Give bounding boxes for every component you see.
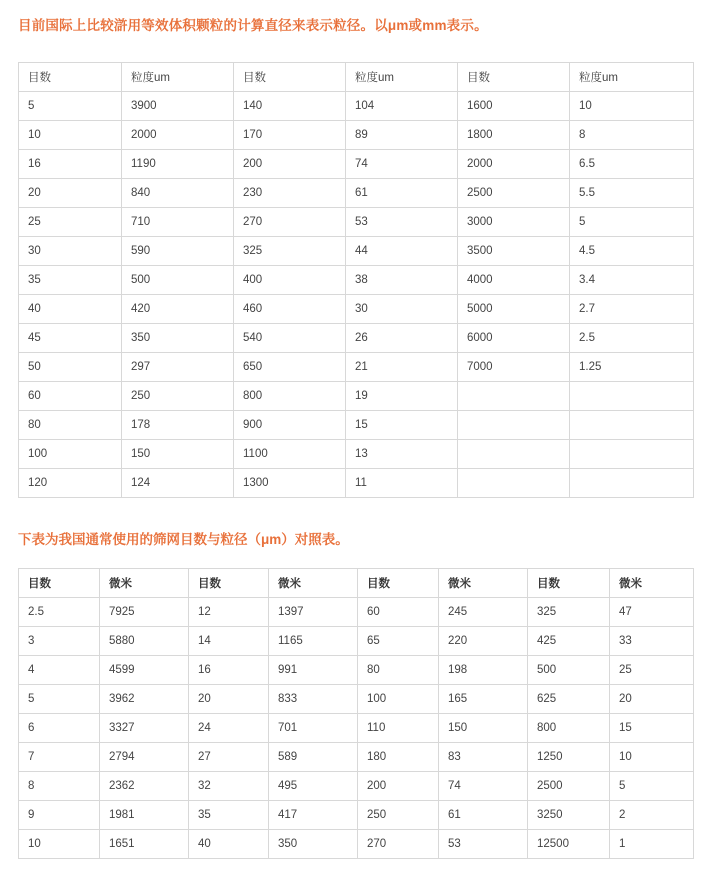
table-row [19,656,694,685]
table2-cell: 1651 [100,830,189,859]
table1-cell: 44 [346,237,458,266]
table1-cell: 120 [19,469,122,498]
table1-header-cell: 粒度um [346,63,458,92]
table2-cell: 12500 [528,830,610,859]
table1-cell: 400 [234,266,346,295]
table1-cell: 4000 [458,266,570,295]
table2-cell: 4 [19,656,100,685]
table2-cell: 5 [610,772,694,801]
table-row [19,440,694,469]
table2-cell: 1 [610,830,694,859]
table1-cell: 325 [234,237,346,266]
table1-cell: 250 [122,382,234,411]
table2-cell: 1397 [269,598,358,627]
table1-cell: 13 [346,440,458,469]
table1-cell: 11 [346,469,458,498]
table1-cell: 1.25 [570,353,694,382]
table2-cell: 2362 [100,772,189,801]
table2-cell: 5 [19,685,100,714]
table-row [19,714,694,743]
table1-cell [458,469,570,498]
table-row [19,150,694,179]
table1-cell: 8 [570,121,694,150]
table1-cell: 20 [19,179,122,208]
table2-cell: 100 [358,685,439,714]
table1-cell: 6000 [458,324,570,353]
table1-cell: 140 [234,92,346,121]
table2-cell: 3962 [100,685,189,714]
table2-header-cell: 目数 [19,569,100,598]
mesh-particle-table [18,62,694,498]
table2-cell: 200 [358,772,439,801]
table1-cell: 2.7 [570,295,694,324]
table2-cell: 27 [189,743,269,772]
table2-cell: 10 [19,830,100,859]
table1-cell: 540 [234,324,346,353]
table2-cell: 9 [19,801,100,830]
table2-cell: 8 [19,772,100,801]
spacer-top [0,34,713,62]
table2-cell: 495 [269,772,358,801]
table1-cell: 5 [19,92,122,121]
table1-cell: 1800 [458,121,570,150]
table2-cell: 53 [439,830,528,859]
table1-cell: 89 [346,121,458,150]
table2-cell: 80 [358,656,439,685]
table2-cell: 2.5 [19,598,100,627]
table1-cell: 53 [346,208,458,237]
table1-header-cell: 目数 [458,63,570,92]
table1-cell: 270 [234,208,346,237]
table2-cell: 15 [610,714,694,743]
table2-cell: 833 [269,685,358,714]
table2-cell: 325 [528,598,610,627]
table-row [19,598,694,627]
table-header-row [19,569,694,598]
table1-cell: 16 [19,150,122,179]
china-mesh-table [18,568,694,859]
table2-cell: 3327 [100,714,189,743]
table2-cell: 14 [189,627,269,656]
table2-header-cell: 微米 [100,569,189,598]
table-row [19,324,694,353]
table1-cell: 74 [346,150,458,179]
table1-cell: 2.5 [570,324,694,353]
table-row [19,411,694,440]
table2-cell: 20 [189,685,269,714]
table2-cell: 270 [358,830,439,859]
table1-cell: 5000 [458,295,570,324]
table1-header-cell: 目数 [19,63,122,92]
table1-cell: 15 [346,411,458,440]
table1-cell: 30 [346,295,458,324]
table1-cell: 650 [234,353,346,382]
table1-cell: 21 [346,353,458,382]
table2-cell: 12 [189,598,269,627]
table-row [19,121,694,150]
table1-cell: 150 [122,440,234,469]
table1-header-cell: 目数 [234,63,346,92]
table2-cell: 33 [610,627,694,656]
table1-cell: 19 [346,382,458,411]
table1-cell: 1100 [234,440,346,469]
table2-cell: 417 [269,801,358,830]
table1-cell: 178 [122,411,234,440]
spacer-before-table2 [0,548,713,568]
mesh-particle-table-head [19,63,694,92]
china-mesh-table-body [19,598,694,859]
table1-cell: 40 [19,295,122,324]
table-row [19,469,694,498]
table2-cell: 150 [439,714,528,743]
table1-cell: 61 [346,179,458,208]
table1-cell: 710 [122,208,234,237]
table-row [19,801,694,830]
second-paragraph: 下表为我国通常使用的筛网目数与粒径（μm）对照表。 [18,532,349,547]
table1-cell: 35 [19,266,122,295]
table2-cell: 2794 [100,743,189,772]
table-row [19,208,694,237]
table2-cell: 800 [528,714,610,743]
table2-cell: 180 [358,743,439,772]
table1-cell [570,440,694,469]
table-row [19,830,694,859]
table-row [19,179,694,208]
table1-cell: 3.4 [570,266,694,295]
table1-cell: 500 [122,266,234,295]
table-header-row [19,63,694,92]
table2-cell: 83 [439,743,528,772]
table-row [19,295,694,324]
table1-header-cell: 粒度um [122,63,234,92]
table2-cell: 589 [269,743,358,772]
table2-cell: 701 [269,714,358,743]
table1-cell: 7000 [458,353,570,382]
table1-cell: 80 [19,411,122,440]
table1-cell [570,411,694,440]
table2-header-cell: 微米 [439,569,528,598]
table1-cell [458,382,570,411]
table1-cell: 10 [570,92,694,121]
table2-cell: 625 [528,685,610,714]
table1-cell: 800 [234,382,346,411]
table2-cell: 10 [610,743,694,772]
table1-cell: 2000 [122,121,234,150]
table-row [19,685,694,714]
table2-cell: 1250 [528,743,610,772]
table1-cell: 170 [234,121,346,150]
intro-paragraph: 目前国际上比较滸用等效体积颗粒的计算直径来表示粒径。以μm或mm表示。 [18,18,488,33]
table1-header-cell: 粒度um [570,63,694,92]
table2-cell: 1165 [269,627,358,656]
table1-cell: 200 [234,150,346,179]
table1-cell: 26 [346,324,458,353]
table2-cell: 350 [269,830,358,859]
table2-header-cell: 目数 [358,569,439,598]
table2-cell: 3 [19,627,100,656]
table2-header-cell: 目数 [189,569,269,598]
table-row [19,266,694,295]
table-row [19,382,694,411]
table2-cell: 500 [528,656,610,685]
table2-cell: 165 [439,685,528,714]
table2-cell: 2500 [528,772,610,801]
table2-cell: 7 [19,743,100,772]
table2-cell: 1981 [100,801,189,830]
table1-cell: 4.5 [570,237,694,266]
spacer-middle [0,498,713,528]
table2-header-cell: 目数 [528,569,610,598]
table1-cell: 3900 [122,92,234,121]
table1-cell: 460 [234,295,346,324]
table1-cell: 3000 [458,208,570,237]
table1-cell: 100 [19,440,122,469]
table2-cell: 5880 [100,627,189,656]
table2-cell: 3250 [528,801,610,830]
table2-cell: 991 [269,656,358,685]
table1-cell: 60 [19,382,122,411]
table1-cell [570,469,694,498]
table2-cell: 245 [439,598,528,627]
table1-cell: 5.5 [570,179,694,208]
table-row [19,237,694,266]
table2-cell: 250 [358,801,439,830]
table1-cell: 420 [122,295,234,324]
table1-cell: 840 [122,179,234,208]
mesh-particle-table-body [19,92,694,498]
table1-cell: 1190 [122,150,234,179]
table2-cell: 198 [439,656,528,685]
table1-cell: 25 [19,208,122,237]
table1-cell: 6.5 [570,150,694,179]
table1-cell: 3500 [458,237,570,266]
china-mesh-table-head [19,569,694,598]
table1-cell: 5 [570,208,694,237]
table1-cell: 1600 [458,92,570,121]
table2-header-cell: 微米 [610,569,694,598]
table2-cell: 2 [610,801,694,830]
table1-cell: 2500 [458,179,570,208]
table1-cell [458,411,570,440]
table2-cell: 47 [610,598,694,627]
china-mesh-table-wrapper [0,568,713,859]
table2-cell: 110 [358,714,439,743]
table2-cell: 425 [528,627,610,656]
table1-cell: 590 [122,237,234,266]
table2-cell: 220 [439,627,528,656]
mesh-particle-table-wrapper [0,62,713,498]
table1-cell: 2000 [458,150,570,179]
table2-cell: 25 [610,656,694,685]
table2-cell: 40 [189,830,269,859]
table2-cell: 74 [439,772,528,801]
table1-cell: 124 [122,469,234,498]
table-row [19,353,694,382]
table2-cell: 6 [19,714,100,743]
table1-cell [458,440,570,469]
table1-cell: 10 [19,121,122,150]
table1-cell: 50 [19,353,122,382]
table1-cell: 297 [122,353,234,382]
table2-cell: 4599 [100,656,189,685]
table2-cell: 35 [189,801,269,830]
table-row [19,772,694,801]
table1-cell: 230 [234,179,346,208]
table1-cell: 350 [122,324,234,353]
table-row [19,92,694,121]
table2-header-cell: 微米 [269,569,358,598]
table-row [19,627,694,656]
table2-cell: 60 [358,598,439,627]
table-row [19,743,694,772]
table1-cell: 45 [19,324,122,353]
table2-cell: 24 [189,714,269,743]
table1-cell: 30 [19,237,122,266]
table1-cell [570,382,694,411]
table2-cell: 7925 [100,598,189,627]
table1-cell: 900 [234,411,346,440]
table2-cell: 16 [189,656,269,685]
table2-cell: 20 [610,685,694,714]
table2-cell: 65 [358,627,439,656]
table1-cell: 1300 [234,469,346,498]
table2-cell: 61 [439,801,528,830]
table2-cell: 32 [189,772,269,801]
table1-cell: 104 [346,92,458,121]
table1-cell: 38 [346,266,458,295]
